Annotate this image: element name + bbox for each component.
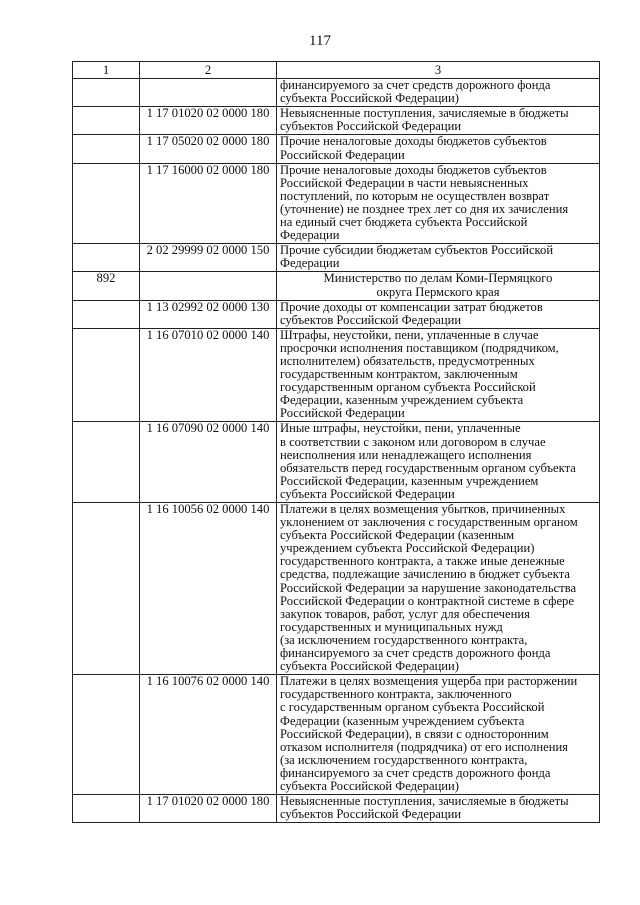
table-row	[73, 107, 600, 135]
admin-code-cell	[73, 135, 140, 163]
income-description-cell: Штрафы, неустойки, пени, уплаченные в случае просрочки исполнения поставщиком (подрядчиком, исполнителем) обязательств, предусмотренных государственным контрактом, заключенным государственным органом субъекта Российской Федерации, казенным учреждением субъекта Российской Федерации	[277, 328, 600, 422]
admin-code-cell	[73, 244, 140, 272]
income-description-cell: Прочие доходы от компенсации затрат бюджетов субъектов Российской Федерации	[277, 300, 600, 328]
budget-code-cell: 1 17 01020 02 0000 180	[140, 795, 277, 823]
budget-code-cell	[140, 79, 277, 107]
income-description-cell: Платежи в целях возмещения ущерба при расторжении государственного контракта, заключенного с государственным органом субъекта Российской Федерации (казенным учреждением субъекта Российской Федерации), в связи с односторонним отказом исполнителя (подрядчика) от его исполнения (за исключением государственного контракта, финансируемого за счет средств дорожного фонда субъекта Российской Федерации)	[277, 675, 600, 795]
admin-code-cell	[73, 503, 140, 675]
budget-code-cell: 1 16 07090 02 0000 140	[140, 422, 277, 503]
table-body	[73, 79, 600, 823]
budget-code-cell	[140, 272, 277, 300]
admin-code-cell	[73, 328, 140, 422]
page-number: 117	[309, 33, 331, 49]
column-header-2: 2	[140, 62, 277, 79]
table-row	[73, 135, 600, 163]
admin-code-cell	[73, 79, 140, 107]
budget-code-cell: 1 16 10056 02 0000 140	[140, 503, 277, 675]
column-header-3: 3	[277, 62, 600, 79]
budget-code-cell: 1 17 05020 02 0000 180	[140, 135, 277, 163]
table-row	[73, 300, 600, 328]
table-row	[73, 244, 600, 272]
budget-code-cell: 2 02 29999 02 0000 150	[140, 244, 277, 272]
income-description-cell: Прочие неналоговые доходы бюджетов субъектов Российской Федерации	[277, 135, 600, 163]
income-description-cell: Прочие субсидии бюджетам субъектов Российской Федерации	[277, 244, 600, 272]
budget-code-cell: 1 16 07010 02 0000 140	[140, 328, 277, 422]
income-description-cell: Платежи в целях возмещения убытков, причиненных уклонением от заключения с государственным органом субъекта Российской Федерации (казенным учреждением субъекта Российской Федерации) государственного контракта, а также иные денежные средства, подлежащие зачислению в бюджет субъекта Российской Федерации за нарушение законодательства Российской Федерации о контрактной системе в сфере закупок товаров, работ, услуг для обеспечения государственных и муниципальных нужд (за исключением государственного контракта, финансируемого за счет средств дорожного фонда субъекта Российской Федерации)	[277, 503, 600, 675]
budget-code-cell: 1 13 02992 02 0000 130	[140, 300, 277, 328]
table-header-row	[73, 62, 600, 79]
table-row	[73, 795, 600, 823]
table-row	[73, 328, 600, 422]
table-row	[73, 272, 600, 300]
admin-code-cell	[73, 675, 140, 795]
budget-code-cell: 1 17 16000 02 0000 180	[140, 163, 277, 244]
budget-code-cell: 1 17 01020 02 0000 180	[140, 107, 277, 135]
table-row	[73, 675, 600, 795]
admin-code-cell	[73, 107, 140, 135]
income-description-cell: Невыясненные поступления, зачисляемые в бюджеты субъектов Российской Федерации	[277, 107, 600, 135]
admin-code-cell	[73, 422, 140, 503]
income-description-cell: Иные штрафы, неустойки, пени, уплаченные в соответствии с законом или договором в случае неисполнения или ненадлежащего исполнения обязательств перед государственным органом субъекта Российской Федерации, казенным учреждением субъекта Российской Федерации	[277, 422, 600, 503]
table-row	[73, 503, 600, 675]
income-description-cell: Министерство по делам Коми-Пермяцкого округа Пермского края	[277, 272, 600, 300]
column-header-1: 1	[73, 62, 140, 79]
income-description-cell: Невыясненные поступления, зачисляемые в бюджеты субъектов Российской Федерации	[277, 795, 600, 823]
admin-code-cell	[73, 300, 140, 328]
admin-code-cell	[73, 795, 140, 823]
income-description-cell: Прочие неналоговые доходы бюджетов субъектов Российской Федерации в части невыясненных поступлений, по которым не осуществлен возврат (уточнение) не позднее трех лет со дня их зачисления на единый счет бюджета субъекта Российской Федерации	[277, 163, 600, 244]
table-row	[73, 79, 600, 107]
table-row	[73, 422, 600, 503]
admin-code-cell: 892	[73, 272, 140, 300]
table-row	[73, 163, 600, 244]
budget-code-cell: 1 16 10076 02 0000 140	[140, 675, 277, 795]
budget-codes-table	[72, 61, 600, 823]
income-description-cell: финансируемого за счет средств дорожного фонда субъекта Российской Федерации)	[277, 79, 600, 107]
admin-code-cell	[73, 163, 140, 244]
